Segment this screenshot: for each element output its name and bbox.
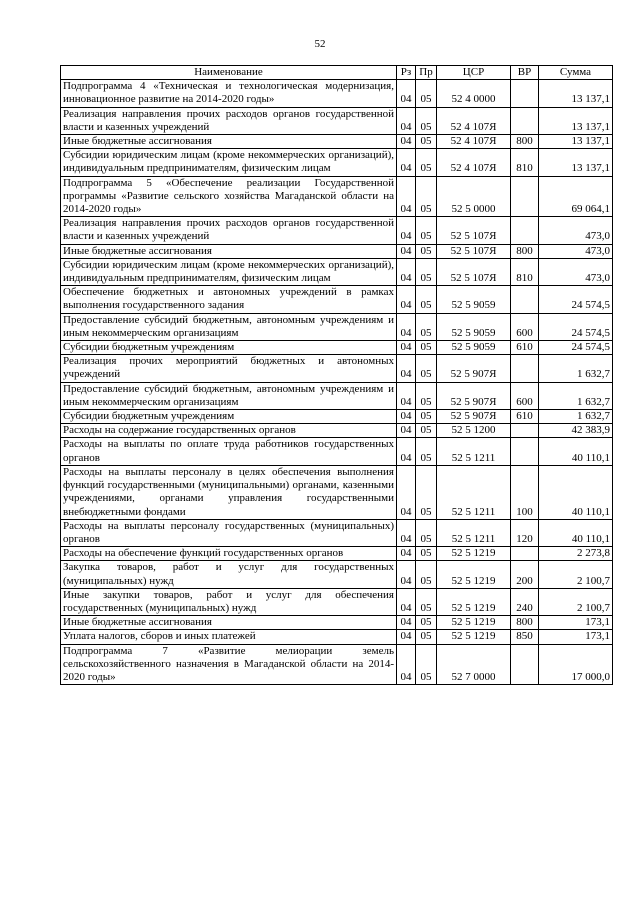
table-row — [61, 424, 613, 438]
table-row — [61, 313, 613, 340]
cell-csr: 52 5 107Я — [437, 217, 511, 244]
cell-name: Иные бюджетные ассигнования — [61, 244, 397, 258]
cell-pr: 05 — [416, 313, 437, 340]
cell-rz: 04 — [397, 258, 416, 285]
cell-csr: 52 5 1200 — [437, 424, 511, 438]
cell-vr: 600 — [511, 313, 539, 340]
cell-rz: 04 — [397, 135, 416, 149]
cell-csr: 52 5 1219 — [437, 630, 511, 644]
cell-pr: 05 — [416, 149, 437, 176]
cell-sum: 2 100,7 — [539, 588, 613, 615]
cell-vr — [511, 547, 539, 561]
cell-pr: 05 — [416, 382, 437, 409]
cell-csr: 52 4 107Я — [437, 135, 511, 149]
table-row — [61, 616, 613, 630]
cell-name: Субсидии юридическим лицам (кроме некоммерческих организаций), индивидуальным предпринимателям, физическим лицам — [61, 258, 397, 285]
cell-sum: 17 000,0 — [539, 644, 613, 685]
cell-pr: 05 — [416, 561, 437, 588]
table-row — [61, 244, 613, 258]
table-row — [61, 217, 613, 244]
table-row — [61, 588, 613, 615]
cell-name: Предоставление субсидий бюджетным, автономным учреждениям и иным некоммерческим организациям — [61, 313, 397, 340]
cell-rz: 04 — [397, 107, 416, 134]
cell-name: Подпрограмма 7 «Развитие мелиорации земель сельскохозяйственного назначения в Магаданской области на 2014-2020 годы» — [61, 644, 397, 685]
cell-pr: 05 — [416, 355, 437, 382]
cell-vr — [511, 286, 539, 313]
cell-csr: 52 5 907Я — [437, 410, 511, 424]
table-row — [61, 438, 613, 465]
cell-rz: 04 — [397, 382, 416, 409]
table-row — [61, 135, 613, 149]
cell-csr: 52 5 9059 — [437, 341, 511, 355]
header-name: Наименование — [61, 66, 397, 80]
cell-pr: 05 — [416, 410, 437, 424]
cell-sum: 473,0 — [539, 258, 613, 285]
cell-csr: 52 5 1211 — [437, 519, 511, 546]
cell-vr — [511, 176, 539, 217]
cell-rz: 04 — [397, 286, 416, 313]
cell-rz: 04 — [397, 519, 416, 546]
cell-vr: 200 — [511, 561, 539, 588]
cell-name: Подпрограмма 5 «Обеспечение реализации Государственной программы «Развитие сельского хозяйства Магаданской области на 2014-2020 годы» — [61, 176, 397, 217]
cell-name: Расходы на обеспечение функций государственных органов — [61, 547, 397, 561]
cell-pr: 05 — [416, 217, 437, 244]
cell-rz: 04 — [397, 341, 416, 355]
cell-sum: 40 110,1 — [539, 519, 613, 546]
table-row — [61, 355, 613, 382]
header-csr: ЦСР — [437, 66, 511, 80]
cell-vr: 240 — [511, 588, 539, 615]
cell-rz: 04 — [397, 616, 416, 630]
cell-sum: 24 574,5 — [539, 313, 613, 340]
cell-sum: 24 574,5 — [539, 341, 613, 355]
cell-csr: 52 4 0000 — [437, 80, 511, 107]
header-row — [61, 66, 613, 80]
cell-pr: 05 — [416, 438, 437, 465]
cell-name: Иные бюджетные ассигнования — [61, 135, 397, 149]
cell-vr — [511, 644, 539, 685]
cell-sum: 24 574,5 — [539, 286, 613, 313]
table-row — [61, 644, 613, 685]
cell-sum: 69 064,1 — [539, 176, 613, 217]
cell-rz: 04 — [397, 217, 416, 244]
cell-csr: 52 5 1219 — [437, 561, 511, 588]
cell-pr: 05 — [416, 616, 437, 630]
cell-vr: 610 — [511, 410, 539, 424]
cell-sum: 40 110,1 — [539, 438, 613, 465]
cell-rz: 04 — [397, 644, 416, 685]
cell-sum: 2 273,8 — [539, 547, 613, 561]
cell-vr: 100 — [511, 465, 539, 519]
cell-sum: 2 100,7 — [539, 561, 613, 588]
cell-pr: 05 — [416, 424, 437, 438]
header-rz: Рз — [397, 66, 416, 80]
cell-pr: 05 — [416, 519, 437, 546]
cell-name: Субсидии бюджетным учреждениям — [61, 341, 397, 355]
cell-pr: 05 — [416, 465, 437, 519]
cell-vr: 810 — [511, 258, 539, 285]
cell-name: Расходы на выплаты персоналу государственных (муниципальных) органов — [61, 519, 397, 546]
cell-csr: 52 5 1219 — [437, 588, 511, 615]
cell-vr — [511, 107, 539, 134]
cell-vr — [511, 424, 539, 438]
cell-vr — [511, 217, 539, 244]
cell-pr: 05 — [416, 258, 437, 285]
table-row — [61, 258, 613, 285]
cell-sum: 40 110,1 — [539, 465, 613, 519]
cell-csr: 52 5 1211 — [437, 438, 511, 465]
header-pr: Пр — [416, 66, 437, 80]
page-number: 52 — [314, 38, 326, 50]
table-row — [61, 465, 613, 519]
cell-sum: 13 137,1 — [539, 149, 613, 176]
cell-vr: 600 — [511, 382, 539, 409]
cell-pr: 05 — [416, 286, 437, 313]
cell-pr: 05 — [416, 176, 437, 217]
table-row — [61, 382, 613, 409]
cell-name: Предоставление субсидий бюджетным, автономным учреждениям и иным некоммерческим организациям — [61, 382, 397, 409]
cell-pr: 05 — [416, 588, 437, 615]
cell-name: Субсидии юридическим лицам (кроме некоммерческих организаций), индивидуальным предпринимателям, физическим лицам — [61, 149, 397, 176]
cell-vr: 850 — [511, 630, 539, 644]
cell-pr: 05 — [416, 80, 437, 107]
cell-name: Обеспечение бюджетных и автономных учреждений в рамках выполнения государственного задания — [61, 286, 397, 313]
cell-csr: 52 5 107Я — [437, 244, 511, 258]
table-row — [61, 519, 613, 546]
cell-csr: 52 4 107Я — [437, 149, 511, 176]
cell-rz: 04 — [397, 588, 416, 615]
cell-name: Реализация направления прочих расходов органов государственной власти и казенных учреждений — [61, 107, 397, 134]
cell-csr: 52 7 0000 — [437, 644, 511, 685]
cell-rz: 04 — [397, 438, 416, 465]
cell-rz: 04 — [397, 355, 416, 382]
cell-rz: 04 — [397, 176, 416, 217]
cell-csr: 52 5 107Я — [437, 258, 511, 285]
cell-sum: 473,0 — [539, 244, 613, 258]
cell-csr: 52 5 1211 — [437, 465, 511, 519]
cell-rz: 04 — [397, 424, 416, 438]
table-row — [61, 149, 613, 176]
cell-name: Подпрограмма 4 «Техническая и технологическая модернизация, инновационное развитие на 2014-2020 годы» — [61, 80, 397, 107]
table-row — [61, 341, 613, 355]
header-vr: ВР — [511, 66, 539, 80]
cell-rz: 04 — [397, 561, 416, 588]
cell-csr: 52 5 9059 — [437, 313, 511, 340]
cell-pr: 05 — [416, 547, 437, 561]
cell-csr: 52 5 9059 — [437, 286, 511, 313]
budget-table — [60, 65, 613, 685]
cell-sum: 13 137,1 — [539, 107, 613, 134]
cell-sum: 173,1 — [539, 616, 613, 630]
table-row — [61, 547, 613, 561]
table-row — [61, 561, 613, 588]
table-row — [61, 286, 613, 313]
cell-csr: 52 5 907Я — [437, 382, 511, 409]
cell-rz: 04 — [397, 149, 416, 176]
cell-sum: 1 632,7 — [539, 382, 613, 409]
table-row — [61, 107, 613, 134]
cell-pr: 05 — [416, 135, 437, 149]
cell-vr: 800 — [511, 616, 539, 630]
cell-vr: 120 — [511, 519, 539, 546]
cell-rz: 04 — [397, 80, 416, 107]
cell-csr: 52 4 107Я — [437, 107, 511, 134]
cell-pr: 05 — [416, 244, 437, 258]
cell-pr: 05 — [416, 107, 437, 134]
cell-name: Иные бюджетные ассигнования — [61, 616, 397, 630]
cell-sum: 1 632,7 — [539, 410, 613, 424]
cell-rz: 04 — [397, 465, 416, 519]
cell-name: Субсидии бюджетным учреждениям — [61, 410, 397, 424]
cell-name: Реализация прочих мероприятий бюджетных и автономных учреждений — [61, 355, 397, 382]
cell-sum: 473,0 — [539, 217, 613, 244]
cell-sum: 13 137,1 — [539, 135, 613, 149]
cell-vr — [511, 80, 539, 107]
cell-vr: 800 — [511, 135, 539, 149]
cell-sum: 42 383,9 — [539, 424, 613, 438]
cell-csr: 52 5 0000 — [437, 176, 511, 217]
cell-csr: 52 5 1219 — [437, 616, 511, 630]
cell-rz: 04 — [397, 313, 416, 340]
cell-sum: 13 137,1 — [539, 80, 613, 107]
cell-pr: 05 — [416, 630, 437, 644]
header-sum: Сумма — [539, 66, 613, 80]
cell-rz: 04 — [397, 630, 416, 644]
cell-name: Расходы на выплаты по оплате труда работников государственных органов — [61, 438, 397, 465]
cell-rz: 04 — [397, 410, 416, 424]
cell-csr: 52 5 1219 — [437, 547, 511, 561]
cell-name: Расходы на содержание государственных органов — [61, 424, 397, 438]
cell-sum: 173,1 — [539, 630, 613, 644]
cell-vr — [511, 355, 539, 382]
cell-name: Закупка товаров, работ и услуг для государственных (муниципальных) нужд — [61, 561, 397, 588]
cell-vr: 810 — [511, 149, 539, 176]
cell-rz: 04 — [397, 244, 416, 258]
table-row — [61, 80, 613, 107]
table-row — [61, 410, 613, 424]
cell-pr: 05 — [416, 644, 437, 685]
cell-name: Уплата налогов, сборов и иных платежей — [61, 630, 397, 644]
cell-vr: 610 — [511, 341, 539, 355]
table-row — [61, 630, 613, 644]
cell-name: Расходы на выплаты персоналу в целях обеспечения выполнения функций государственными (муниципальными) органами, казенными учреждениями, органами управления государственными внебюджетными фондами — [61, 465, 397, 519]
cell-sum: 1 632,7 — [539, 355, 613, 382]
cell-pr: 05 — [416, 341, 437, 355]
cell-name: Реализация направления прочих расходов органов государственной власти и казенных учреждений — [61, 217, 397, 244]
cell-name: Иные закупки товаров, работ и услуг для обеспечения государственных (муниципальных) нужд — [61, 588, 397, 615]
cell-vr — [511, 438, 539, 465]
cell-csr: 52 5 907Я — [437, 355, 511, 382]
cell-vr: 800 — [511, 244, 539, 258]
cell-rz: 04 — [397, 547, 416, 561]
table-row — [61, 176, 613, 217]
